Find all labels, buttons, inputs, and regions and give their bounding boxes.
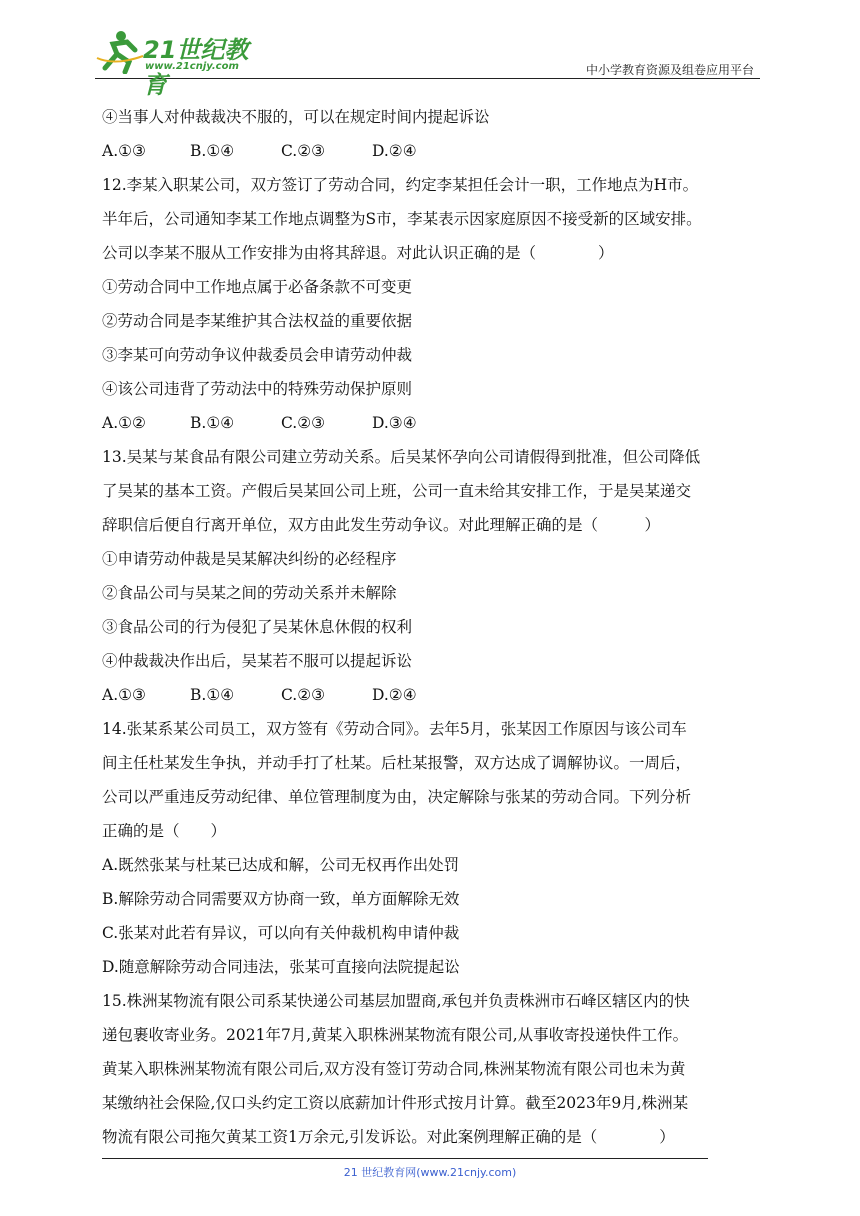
footer-divider — [102, 1158, 708, 1159]
platform-title: 中小学教育资源及组卷应用平台 — [585, 63, 754, 77]
q13-item: ①申请劳动仲裁是吴某解决纠纷的必经程序 — [102, 550, 397, 568]
q13-stem-line: 了吴某的基本工资。产假后吴某回公司上班，公司一直未给其安排工作，于是吴某递交 — [102, 482, 692, 500]
q13-options — [102, 678, 767, 712]
q12-stem-line: 公司以李某不服从工作安排为由将其辞退。对此认识正确的是（ ） — [102, 244, 614, 262]
q15-stem-line: 递包裹收寄业务。2021年7月,黄某入职株洲某物流有限公司,从事收寄投递快件工作。 — [102, 1026, 689, 1044]
q13-option-d: D.②④ — [372, 686, 417, 704]
q15-stem-line: 黄某入职株洲某物流有限公司后,双方没有签订劳动合同,株洲某物流有限公司也未为黄 — [102, 1060, 686, 1078]
q12-item: ③李某可向劳动争议仲裁委员会申请劳动仲裁 — [102, 346, 413, 364]
q12-item: ①劳动合同中工作地点属于必备条款不可变更 — [102, 278, 413, 296]
q14-stem-line: 正确的是（ ） — [102, 822, 227, 840]
page-footer: 21 世纪教育网(www.21cnjy.com) — [343, 1166, 517, 1179]
q11-option-a: A.①③ — [102, 142, 146, 160]
q12-item: ②劳动合同是李某维护其合法权益的重要依据 — [102, 312, 413, 330]
q13-option-b: B.①④ — [190, 686, 235, 704]
q14-stem-line: 公司以严重违反劳动纪律、单位管理制度为由，决定解除与张某的劳动合同。下列分析 — [102, 788, 692, 806]
q15-stem-line: 物流有限公司拖欠黄某工资1万余元,引发诉讼。对此案例理解正确的是（ ） — [102, 1128, 675, 1146]
q12-stem-line: 半年后，公司通知李某工作地点调整为S市，李某表示因家庭原因不接受新的区域安排。 — [102, 210, 702, 228]
q14-stem-line: 14.张某系某公司员工，双方签有《劳动合同》。去年5月，张某因工作原因与该公司车 — [102, 720, 687, 738]
q13-option-c: C.②③ — [281, 686, 326, 704]
q15-stem-line: 某缴纳社会保险,仅口头约定工资以底薪加计件形式按月计算。截至2023年9月,株洲某 — [102, 1094, 689, 1112]
q11-options — [102, 134, 767, 168]
q12-option-d: D.③④ — [372, 414, 417, 432]
q12-option-c: C.②③ — [281, 414, 326, 432]
q12-options — [102, 406, 767, 440]
q14-option-c: C.张某对此若有异议，可以向有关仲裁机构申请仲裁 — [102, 924, 460, 942]
q14-stem-line: 间主任杜某发生争执，并动手打了杜某。后杜某报警，双方达成了调解协议。一周后， — [102, 754, 692, 772]
q13-item: ④仲裁裁决作出后，吴某若不服可以提起诉讼 — [102, 652, 413, 670]
q14-option-d: D.随意解除劳动合同违法，张某可直接向法院提起讼 — [102, 958, 460, 976]
q13-option-a: A.①③ — [102, 686, 146, 704]
q11-item-4: ④当事人对仲裁裁决不服的，可以在规定时间内提起诉讼 — [102, 108, 490, 126]
question-content — [102, 100, 767, 1154]
q12-item: ④该公司违背了劳动法中的特殊劳动保护原则 — [102, 380, 413, 398]
q13-item: ③食品公司的行为侵犯了吴某休息休假的权利 — [102, 618, 413, 636]
page-header — [95, 28, 760, 99]
q12-option-b: B.①④ — [190, 414, 235, 432]
q12-option-a: A.①② — [102, 414, 146, 432]
q15-stem-line: 15.株洲某物流有限公司系某快递公司基层加盟商,承包并负责株洲市石峰区辖区内的快 — [102, 992, 690, 1010]
q11-option-b: B.①④ — [190, 142, 235, 160]
runner-logo-icon — [95, 28, 145, 74]
q13-stem-line: 辞职信后便自行离开单位，双方由此发生劳动争议。对此理解正确的是（ ） — [102, 516, 661, 534]
q11-option-c: C.②③ — [281, 142, 326, 160]
q14-option-a: A.既然张某与杜某已达成和解，公司无权再作出处罚 — [102, 856, 460, 874]
q13-item: ②食品公司与吴某之间的劳动关系并未解除 — [102, 584, 397, 602]
site-logo — [95, 28, 265, 99]
q13-stem-line: 13.吴某与某食品有限公司建立劳动关系。后吴某怀孕向公司请假得到批准，但公司降低 — [102, 448, 701, 466]
q14-option-b: B.解除劳动合同需要双方协商一致，单方面解除无效 — [102, 890, 460, 908]
q12-stem-line: 12.李某入职某公司，双方签订了劳动合同，约定李某担任会计一职，工作地点为H市。 — [102, 176, 699, 194]
q11-option-d: D.②④ — [372, 142, 417, 160]
logo-url: www.21cnjy.com — [145, 61, 239, 72]
logo-text: 21世纪教育 — [143, 36, 249, 99]
